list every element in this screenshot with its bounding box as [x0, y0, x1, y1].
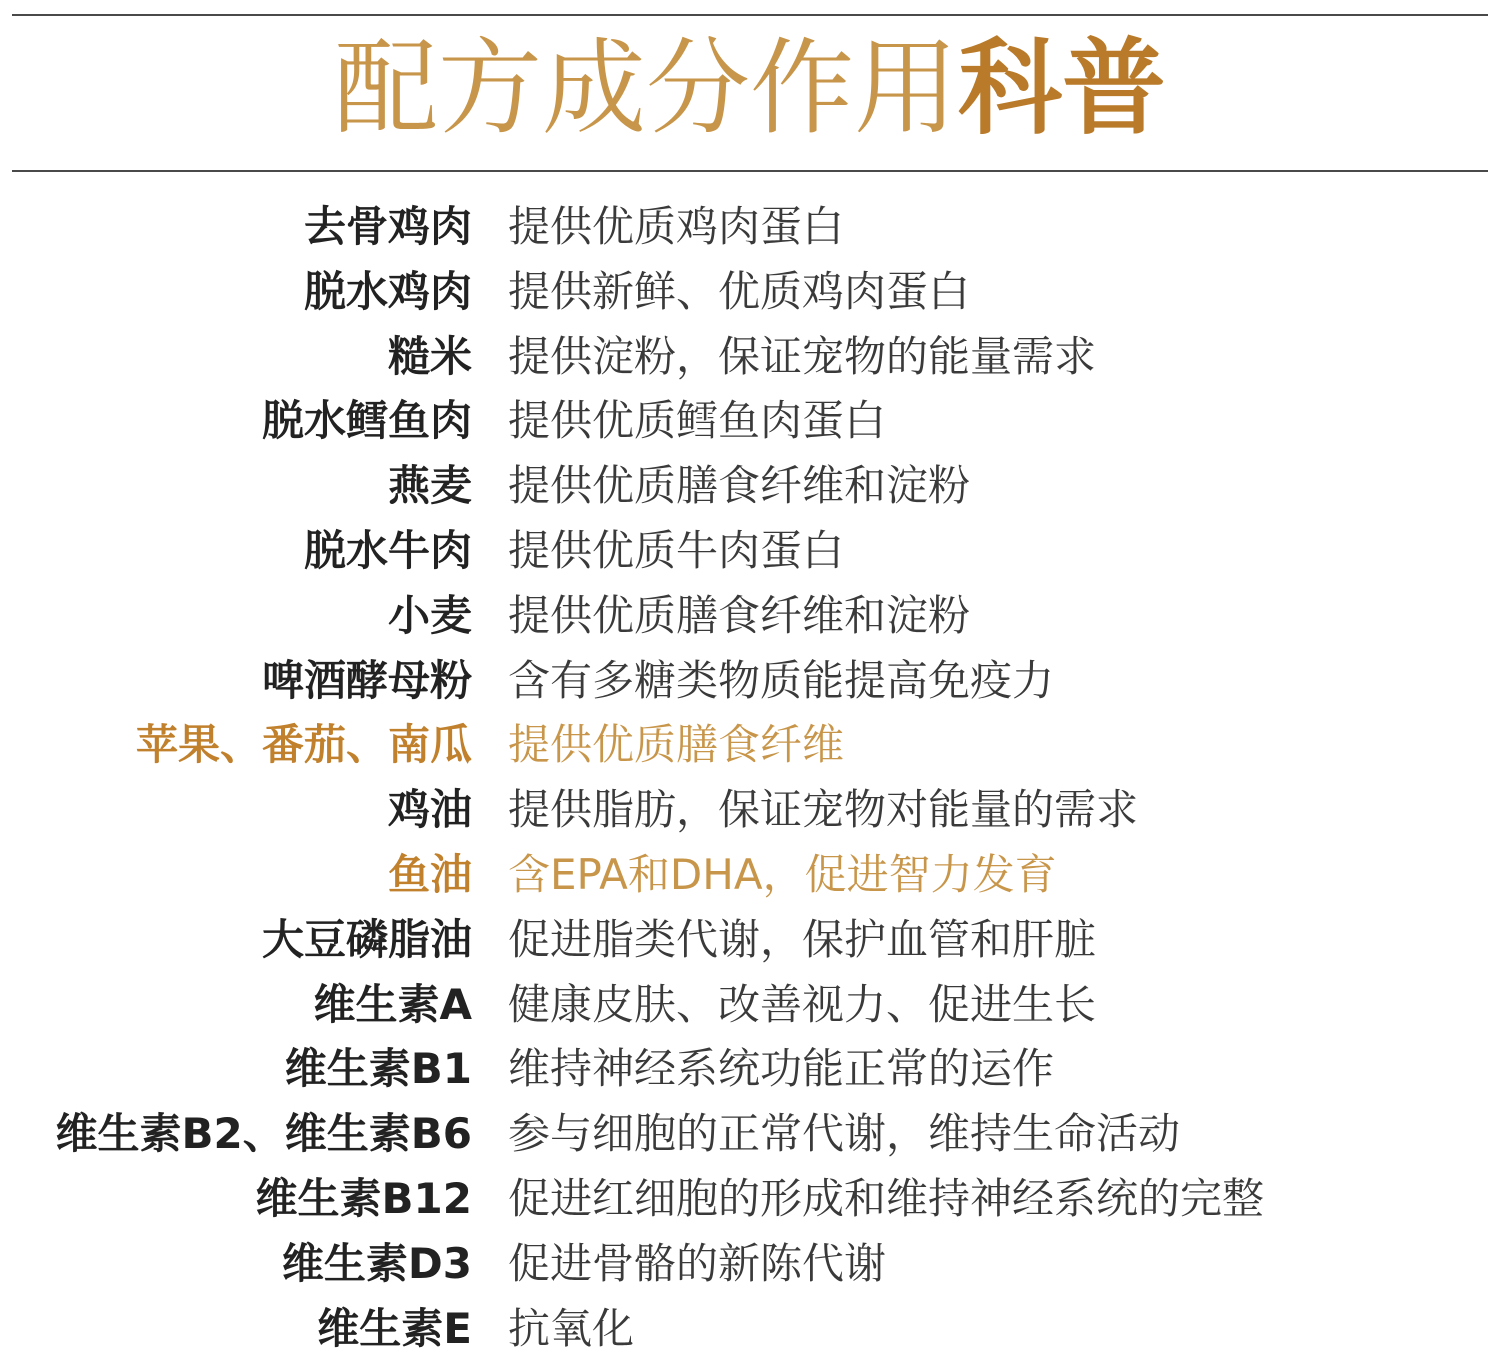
ingredient-name: 脱水牛肉 — [303, 525, 472, 575]
ingredient-description: 提供优质牛肉蛋白 — [508, 525, 845, 575]
ingredient-name: 维生素B1 — [284, 1044, 472, 1094]
page-title-main: 配方成分作用 — [333, 27, 958, 149]
ingredient-row — [0, 973, 1500, 1038]
ingredient-name: 大豆磷脂油 — [261, 914, 472, 964]
ingredient-row — [0, 519, 1500, 584]
ingredient-name: 小麦 — [387, 590, 472, 640]
ingredient-description: 提供优质鸡肉蛋白 — [508, 202, 845, 251]
ingredient-description: 维持神经系统功能正常的运作 — [508, 1044, 1055, 1094]
ingredient-row — [0, 843, 1500, 908]
ingredient-name: 维生素A — [313, 979, 472, 1029]
ingredient-description: 促进红细胞的形成和维持神经系统的完整 — [508, 1173, 1265, 1223]
title-divider — [12, 170, 1488, 172]
ingredient-row — [0, 1232, 1500, 1297]
ingredient-description: 提供优质膳食纤维和淀粉 — [508, 590, 971, 640]
ingredient-name: 啤酒酵母粉 — [261, 655, 472, 705]
ingredient-row — [0, 1037, 1500, 1102]
ingredient-row — [0, 649, 1500, 714]
ingredient-row — [0, 454, 1500, 519]
ingredient-name: 维生素B12 — [255, 1173, 472, 1223]
ingredient-row — [0, 713, 1500, 778]
ingredient-description: 含EPA和DHA，促进智力发育 — [508, 849, 1057, 899]
ingredient-name: 鸡油 — [387, 785, 472, 835]
ingredient-row — [0, 325, 1500, 390]
ingredient-name: 苹果、番茄、南瓜 — [135, 720, 472, 770]
ingredient-name: 糙米 — [387, 331, 472, 381]
ingredient-description: 提供优质鳕鱼肉蛋白 — [508, 396, 887, 446]
ingredient-name: 去骨鸡肉 — [303, 202, 472, 251]
top-divider — [12, 14, 1488, 16]
ingredient-description: 提供新鲜、优质鸡肉蛋白 — [508, 266, 971, 316]
ingredient-row — [0, 584, 1500, 649]
ingredient-row — [0, 1167, 1500, 1232]
ingredient-name: 脱水鸡肉 — [303, 266, 472, 316]
ingredient-row — [0, 1102, 1500, 1167]
ingredient-row — [0, 260, 1500, 325]
ingredient-name: 维生素B2、维生素B6 — [55, 1109, 472, 1159]
ingredient-description: 促进脂类代谢，保护血管和肝脏 — [508, 914, 1097, 964]
ingredient-description: 健康皮肤、改善视力、促进生长 — [508, 979, 1097, 1029]
ingredient-description: 提供淀粉，保证宠物的能量需求 — [508, 331, 1097, 381]
ingredient-description: 提供优质膳食纤维和淀粉 — [508, 461, 971, 511]
ingredient-list — [0, 195, 1500, 1361]
ingredient-name: 维生素E — [317, 1303, 472, 1353]
ingredient-description: 含有多糖类物质能提高免疫力 — [508, 655, 1055, 705]
page-title-emphasis: 科普 — [958, 27, 1167, 149]
ingredient-row — [0, 908, 1500, 973]
ingredient-row — [0, 778, 1500, 843]
ingredient-description: 提供优质膳食纤维 — [508, 720, 845, 770]
ingredient-row — [0, 1297, 1500, 1361]
ingredient-name: 脱水鳕鱼肉 — [261, 396, 472, 446]
ingredient-description: 提供脂肪，保证宠物对能量的需求 — [508, 785, 1139, 835]
ingredient-row — [0, 195, 1500, 260]
ingredient-description: 参与细胞的正常代谢，维持生命活动 — [508, 1109, 1181, 1159]
ingredient-row — [0, 389, 1500, 454]
ingredient-name: 维生素D3 — [281, 1238, 472, 1288]
page-title — [0, 28, 1500, 148]
ingredient-description: 促进骨骼的新陈代谢 — [508, 1238, 887, 1288]
ingredient-name: 燕麦 — [387, 461, 472, 511]
ingredient-name: 鱼油 — [387, 849, 472, 899]
ingredient-description: 抗氧化 — [508, 1303, 635, 1353]
